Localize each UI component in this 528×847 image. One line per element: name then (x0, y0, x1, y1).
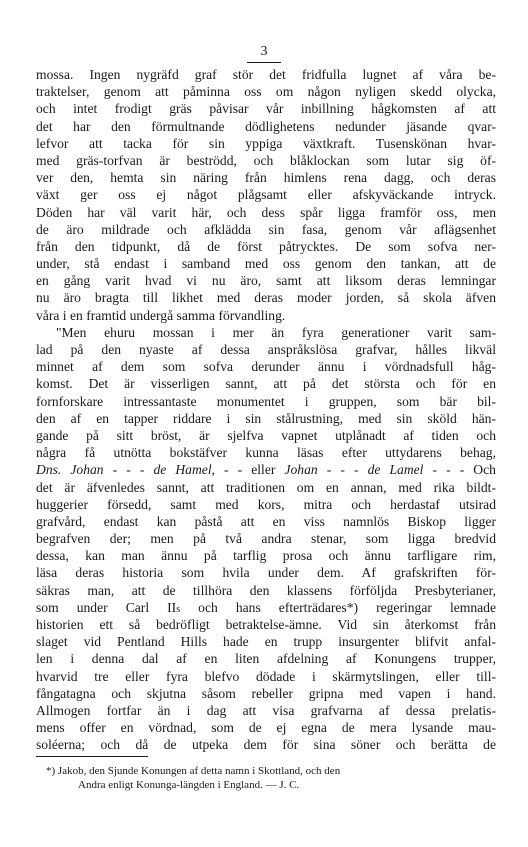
text-line: huggerier försedd, samt med kors, mitra och herdastaf utsirad (36, 496, 496, 512)
body-text (36, 66, 496, 754)
text-line: under, stå endast i samband med oss genom den tankan, att de (36, 256, 496, 272)
text-line: det är äfvenledes sannt, att traditionen om en annan, med rika bildt- (36, 479, 496, 495)
text-line: fornforskare intressantaste monumentet i gruppen, som bär bil- (36, 393, 496, 409)
text-line: från den tidpunkt, då de först påtrycktes. De som sofva ner- (36, 238, 496, 254)
text-line: gande på sitt bröst, är sjelfva vapnet utplånadt af tiden och (36, 427, 496, 443)
text-line: de äro mildrade och afklädda sin fasa, genom vår aflägsenhet (36, 221, 496, 237)
text-line: våra i en framtid undergå samma förvandling. (36, 307, 286, 323)
text-line: "Men ehuru mossan i mer än fyra generationer varit sam- (56, 324, 496, 340)
text-line: den af en tapper riddare i sin stålrustning, med sin sköld hän- (36, 410, 496, 426)
text-line: traktelser, genom att påminna oss om någon nyligen skedd olycka, (36, 84, 496, 100)
text-line: ver den, hemta sin näring från himlens rena dagg, och deras (36, 170, 496, 186)
text-line: slaget vid Pentland Hills hade en trupp insurgenter blifvit anfal- (36, 634, 496, 650)
text-line: växt ger oss ej något plågsamt eller afskyväckande intryck. (36, 187, 496, 203)
footnotes (36, 764, 496, 792)
footnote-line: *) Jakob, den Sjunde Konungen af detta namn i Skottland, och den (46, 765, 341, 777)
footnote-line: Andra enligt Konunga-längden i England. — J. C. (78, 779, 300, 791)
text-line: mens offer en vördnad, som de ej egna de mera lysande mau- (36, 720, 496, 736)
text-line: len i denna dal af en liten afdelning af Konungens trupper, (36, 651, 496, 667)
text-line: minnet af dem som sofva derunder ännu i vördnadsfull håg- (36, 359, 496, 375)
footnote-rule (36, 756, 148, 757)
text-line: nu äro bragta till likhet med deras moder jorden, så skola äfven (36, 290, 496, 306)
text-line: komst. Det är visserligen sannt, att på det största och för en (36, 376, 496, 392)
text-line: Döden har väl varit här, och dess spår ligga framför oss, men (36, 204, 496, 220)
text-line: dessa, kan man ännu på tarflig prosa och ännu tarfligare rim, (36, 548, 496, 564)
text-line: fångatagna och skjutna såsom rebeller gripna med vapen i hand. (36, 685, 496, 701)
text-line: det har den förmultnande dödlighetens nedunder jäsande qvar- (36, 118, 496, 134)
text-line: och intet frodigt gräs påvisar vår inbillning hågkomsten af att (36, 101, 496, 117)
text-line: Allmogen fortfar än i dag att visa grafvarna af dessa prelatis- (36, 702, 496, 718)
text-line: hvarvid tre eller fyra blefvo dödade i skärmytslingen, eller till- (36, 668, 496, 684)
text-line: med gräs-torfvan är beströdd, och blåklockan som lutar sig öf- (36, 152, 496, 168)
text-line: grafvård, endast kan påstå att en viss namnlös Biskop ligger (36, 513, 496, 529)
text-line: en gång varit hvad vi nu äro, samt att liksom deras lemningar (36, 273, 496, 289)
text-line: som under Carl IIs och hans efterträdares*) regeringar lemnade (36, 599, 497, 615)
text-line: läsa deras historia som hvila under dem. Af grafskriften för- (36, 565, 496, 581)
page-number: 3 (260, 44, 268, 59)
text-line: soléerna; och då de utpeka dem för sina söner och berätta de (36, 737, 496, 753)
page-number-rule (247, 62, 281, 63)
text-line: historien ett så bedröfligt betraktelse-ämne. Vid sin återkomst från (36, 617, 496, 632)
text-line: säkras man, att de tillhöra den klassens förföljda Presbyterianer, (36, 582, 496, 598)
text-line: begrafven der; men på två andra stenar, som ligga bredvid (36, 531, 496, 547)
text-line: lad på den nyaste af dessa anspråkslösa grafvar, hålles likväl (36, 342, 496, 357)
text-line: lefvor att tacka för sin yppiga växtkraft. Tusenskönan hvar- (36, 135, 496, 151)
text-line: Dns. Johan - - - de Hamel, - - eller Johan - - - de Lamel - - - Och (36, 462, 496, 478)
text-line: några få utnötta bokstäfver kunna läsas efter uttydarens behag, (36, 445, 496, 461)
text-line: mossa. Ingen nygräfd graf stör det fridfulla lugnet af våra be- (36, 67, 496, 82)
